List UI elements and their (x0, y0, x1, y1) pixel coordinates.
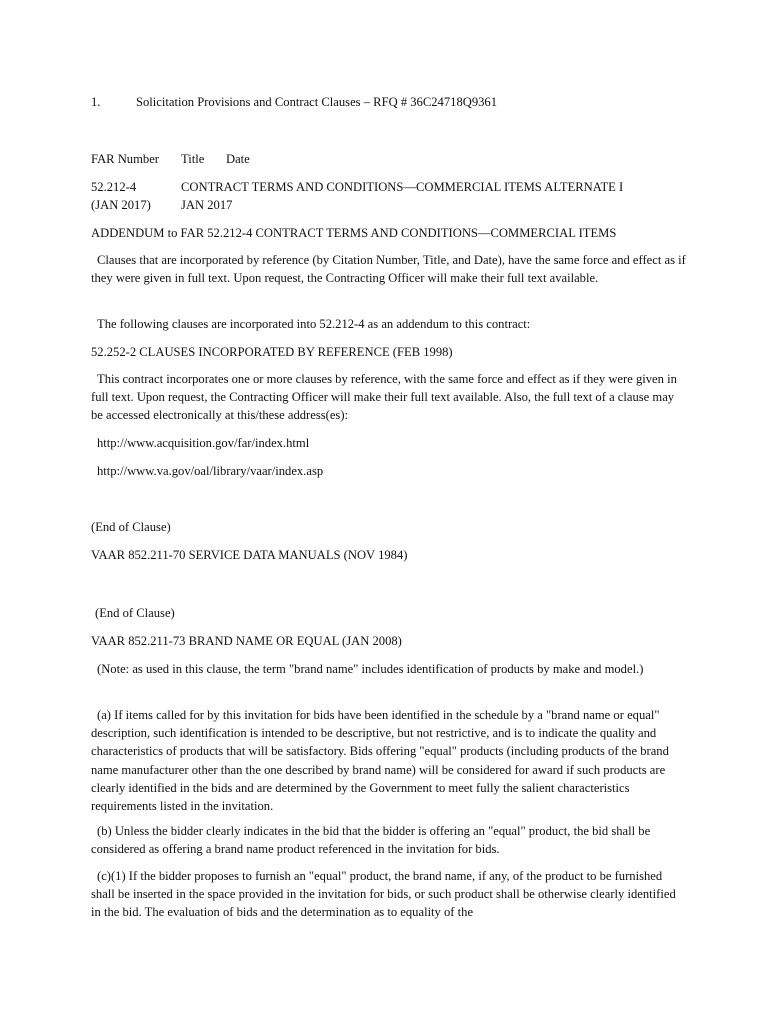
addendum-heading: ADDENDUM to FAR 52.212-4 CONTRACT TERMS AND CONDITIONS—COMMERCIAL ITEMS (91, 226, 617, 240)
header-date: Date (226, 152, 250, 166)
paragraph-clauses-by-reference: This contract incorporates one or more clauses by reference, with the same force and effect as if they were given in full text. Upon request, the Contracting Officer will make their full text available. Also, the full text of a clause may be accessed electronically at this/these address(es): (91, 372, 677, 423)
paragraph-incorporated-by-reference: Clauses that are incorporated by reference (by Citation Number, Title, and Date), have the same force and effect as if they were given in full text. Upon request, the Contracting Officer will make their full text available. (91, 253, 686, 286)
row-title: CONTRACT TERMS AND CONDITIONS—COMMERCIAL ITEMS ALTERNATE I (181, 180, 624, 194)
url-acquisition-gov: http://www.acquisition.gov/far/index.html (97, 436, 310, 450)
header-far-number: FAR Number (91, 152, 159, 166)
clause-heading-52-252-2: 52.252-2 CLAUSES INCORPORATED BY REFERENCE (FEB 1998) (91, 345, 453, 359)
url-va-gov: http://www.va.gov/oal/library/vaar/index.asp (97, 464, 324, 478)
end-of-clause-2: (End of Clause) (95, 606, 175, 620)
paragraph-c1: (c)(1) If the bidder proposes to furnish an "equal" product, the brand name, if any, of the product to be furnished shall be inserted in the space provided in the invitation for bids, or such product shall be otherwise clearly identified in the bid. The evaluation of bids and the determination as to equality of the (91, 869, 676, 920)
section-title: Solicitation Provisions and Contract Clauses – RFQ # 36C24718Q9361 (136, 95, 498, 109)
clause-heading-vaar-852-211-73: VAAR 852.211-73 BRAND NAME OR EQUAL (JAN 2008) (91, 634, 402, 648)
end-of-clause-1: (End of Clause) (91, 520, 171, 534)
section-number: 1. (91, 95, 101, 109)
row-title-date: JAN 2017 (181, 198, 233, 212)
paragraph-following-clauses: The following clauses are incorporated into 52.212-4 as an addendum to this contract: (97, 317, 531, 331)
paragraph-a: (a) If items called for by this invitation for bids have been identified in the schedule by a "brand name or equal" description, such identification is intended to be descriptive, but not restrictive, and is to indicate the quality and characteristics of products that will be satisfactory. Bids offering "equal" products (including products of the brand name manufacturer other than the one described by brand name) will be considered for award if such products are clearly identified in the bids and are determined by the Government to meet fully the salient characteristics requirements listed in the invitation. (91, 708, 669, 814)
row-far-number: 52.212-4 (91, 180, 137, 194)
header-title: Title (181, 152, 205, 166)
paragraph-b: (b) Unless the bidder clearly indicates in the bid that the bidder is offering an "equal" product, the bid shall be considered as offering a brand name product referenced in the invitation for bids. (91, 824, 651, 857)
clause-heading-vaar-852-211-70: VAAR 852.211-70 SERVICE DATA MANUALS (NOV 1984) (91, 548, 408, 562)
row-number-date: (JAN 2017) (91, 198, 151, 212)
paragraph-note: (Note: as used in this clause, the term "brand name" includes identification of products by make and model.) (97, 662, 644, 676)
